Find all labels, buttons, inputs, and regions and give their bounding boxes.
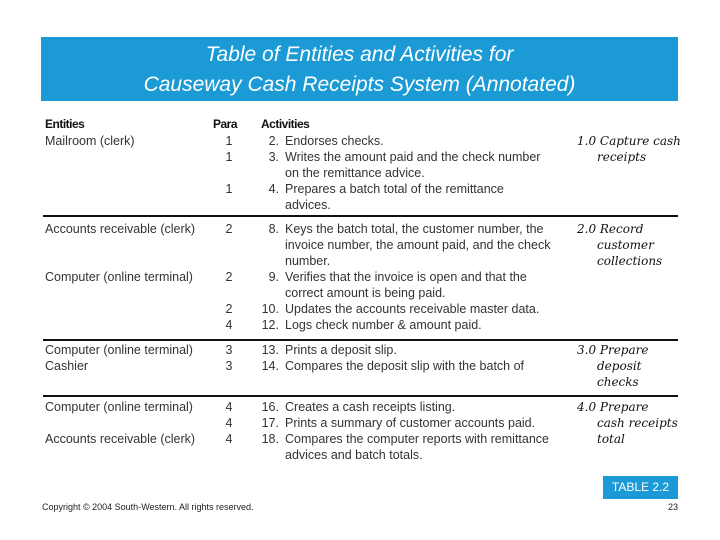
para-cell: 1 [225,150,233,164]
activity-number: 12. [261,318,279,332]
table-row [43,197,678,213]
annotation-line: total [597,432,625,446]
para-cell: 1 [225,182,233,196]
annotation-line: 1.0 Capture cash [577,134,681,148]
activity-text: advices. [285,198,331,212]
activity-text: Prepares a batch total of the remittance [285,182,504,196]
activity-number: 3. [268,150,279,164]
activity-text: advices and batch totals. [285,448,423,462]
activity-text: number. [285,254,331,268]
handwritten-annotation [577,342,648,390]
title-line-1: Table of Entities and Activities for [205,43,514,66]
activity-text: invoice number, the amount paid, and the check [285,238,551,252]
para-cell: 2 [225,302,233,316]
entity-cell: Accounts receivable (clerk) [45,432,196,446]
entity-cell: Computer (online terminal) [45,343,193,357]
para-cell: 4 [225,318,233,332]
para-cell: 2 [225,270,233,284]
table-label-badge: TABLE 2.2 [603,476,678,499]
para-cell: 4 [225,400,233,414]
activity-number: 13. [261,343,279,357]
activity-text: Updates the accounts receivable master data. [285,302,540,316]
entity-cell: Computer (online terminal) [45,400,193,414]
handwritten-annotation [577,399,678,447]
activity-number: 17. [261,416,279,430]
table-row [43,317,678,333]
header-para: Para [213,117,238,131]
annotation-line: 3.0 Prepare [577,343,649,357]
entity-cell: Accounts receivable (clerk) [45,222,196,236]
activity-number: 16. [261,400,279,414]
annotation-line: deposit [597,359,642,373]
handwritten-annotation [577,133,681,165]
activity-text: Prints a summary of customer accounts paid. [285,416,536,430]
activity-group [43,342,678,397]
activity-number: 4. [268,182,279,196]
header-entities: Entities [45,117,85,131]
para-cell: 1 [225,134,233,148]
activity-number: 14. [261,359,279,373]
annotation-line: collections [597,254,663,268]
copyright: Copyright © 2004 South-Western. All rights reserved. [42,502,254,512]
title-banner [41,37,678,101]
activity-group [43,399,678,463]
para-cell: 3 [225,343,233,357]
header-activities: Activities [261,117,310,131]
activity-number: 10. [261,302,279,316]
handwritten-annotation [577,221,662,269]
table-row [43,285,678,301]
entity-cell: Cashier [45,359,89,373]
activity-number: 2. [268,134,279,148]
annotation-line: customer [597,238,654,252]
annotation-line: checks [597,375,639,389]
table-row [43,447,678,463]
para-cell: 4 [225,416,233,430]
annotation-line: 4.0 Prepare [577,400,649,414]
para-cell: 4 [225,432,233,446]
activity-text: Creates a cash receipts listing. [285,400,456,414]
entity-cell: Computer (online terminal) [45,270,193,284]
annotation-line: cash receipts [597,416,678,430]
activity-text: correct amount is being paid. [285,286,446,300]
activity-number: 8. [268,222,279,236]
activity-number: 18. [261,432,279,446]
activity-text: Prints a deposit slip. [285,343,397,357]
activity-text: Verifies that the invoice is open and that the [285,270,527,284]
para-cell: 2 [225,222,233,236]
entity-cell: Mailroom (clerk) [45,134,135,148]
annotation-line: receipts [597,150,647,164]
activity-group [43,221,678,341]
activity-text: on the remittance advice. [285,166,425,180]
table-row [43,181,678,197]
activity-text: Compares the deposit slip with the batch of [285,359,525,373]
activity-text: Compares the computer reports with remittance [285,432,549,446]
page-number: 23 [667,502,678,512]
activity-text: Keys the batch total, the customer number, the [285,222,544,236]
title-line-2: Causeway Cash Receipts System (Annotated) [143,73,576,96]
table-row [43,165,678,181]
activity-text: Logs check number & amount paid. [285,318,482,332]
activity-number: 9. [268,270,279,284]
table-row [43,301,678,317]
table-row [43,269,678,285]
activity-text: Writes the amount paid and the check number [285,150,541,164]
activity-group [43,133,681,217]
para-cell: 3 [225,359,233,373]
activity-text: Endorses checks. [285,134,384,148]
annotation-line: 2.0 Record [577,222,644,236]
